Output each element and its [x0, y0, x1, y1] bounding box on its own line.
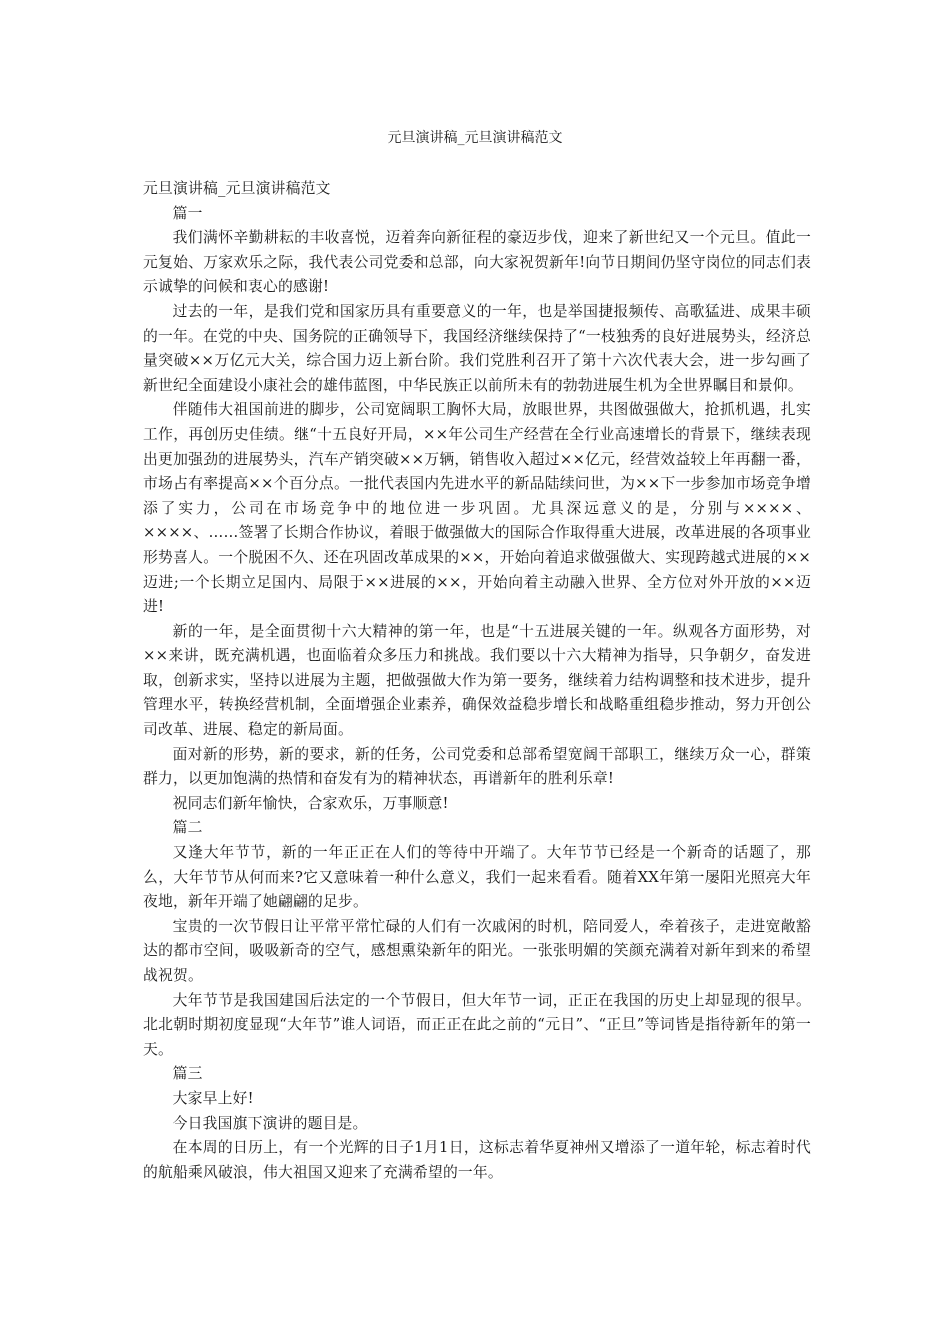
paragraph: 又逢大年节节，新的一年正正在人们的等待中开端了。大年节节已经是一个新奇的话题了，那么，大年节节从何而来?它又意味着一种什么意义，我们一起来看看。随着XX年第一屡阳光照亮大年夜地，新年开端了她翩翩的足步。	[143, 844, 811, 911]
section-heading-1: 篇一	[172, 204, 203, 222]
paragraph: 新的一年，是全面贯彻十六大精神的第一年，也是“十五进展关键的一年。纵观各方面形势，对××来讲，既充满机遇，也面临着众多压力和挑战。我们要以十六大精神为指导，只争朝夕，奋发进取，创新求实，坚持以进展为主题，把做强做大作为第一要务，继续着力结构调整和技术进步，提升管理水平，转换经营机制，全面增强企业素养，确保效益稳步增长和战略重组稳步推动，努力开创公司改革、进展、稳定的新局面。	[143, 622, 811, 739]
paragraph: 在本周的日历上，有一个光辉的日子1月1日，这标志着华夏神州又增添了一道年轮，标志着时代的航船乘风破浪，伟大祖国又迎来了充满希望的一年。	[143, 1139, 811, 1181]
section-heading-3: 篇三	[172, 1065, 203, 1083]
section-heading-2: 篇二	[172, 819, 203, 837]
paragraph: 大年节节是我国建国后法定的一个节假日，但大年节一词，正正在我国的历史上却显现的很早。北北朝时期初度显现“大年节”谁人词语，而正正在此之前的“元日”、“正旦”等词皆是指待新年的第一天。	[143, 991, 811, 1058]
paragraph: 今日我国旗下演讲的题目是。	[172, 1114, 368, 1132]
paragraph: 过去的一年，是我们党和国家历具有重要意义的一年，也是举国捷报频传、高歌猛进、成果丰硕的一年。在党的中央、国务院的正确领导下，我国经济继续保持了“一枝独秀的良好进展势头，经济总量突破××万亿元大关，综合国力迈上新台阶。我们党胜利召开了第十六次代表大会，进一步勾画了新世纪全面建设小康社会的雄伟蓝图，中华民族正以前所未有的勃勃进展生机为全世界瞩目和景仰。	[143, 302, 811, 394]
paragraph: 面对新的形势，新的要求，新的任务，公司党委和总部希望宽阔干部职工，继续万众一心，群策群力，以更加饱满的热情和奋发有为的精神状态，再谱新年的胜利乐章!	[143, 745, 811, 788]
paragraph: 宝贵的一次节假日让平常平常忙碌的人们有一次戚闲的时机，陪同爱人，牵着孩子，走进宽敞豁达的都市空间，吸吸新奇的空气，感想熏染新年的阳光。一张张明媚的笑颜充满着对新年到来的希望战祝贺。	[143, 917, 811, 984]
page-title: 元旦演讲稿_元旦演讲稿范文	[387, 130, 563, 146]
paragraph: 祝同志们新年愉快，合家欢乐，万事顺意!	[172, 794, 449, 812]
document-subtitle: 元旦演讲稿_元旦演讲稿范文	[143, 180, 331, 197]
paragraph: 伴随伟大祖国前进的脚步，公司宽阔职工胸怀大局，放眼世界，共图做强做大，抢抓机遇，扎实工作，再创历史佳绩。继“十五良好开局，××年公司生产经营在全行业高速增长的背景下，继续表现出更加强劲的进展势头，汽车产销突破××万辆，销售收入超过××亿元，经营效益较上年再翻一番，市场占有率提高××个百分点。一批代表国内先进水平的新品陆续问世，为××下一步参加市场竞争增添了实力，公司在市场竞争中的地位进一步巩固。尤具深远意义的是，分别与××××、××××、……签署了长期合作协议，着眼于做强做大的国际合作取得重大进展，改革进展的各项事业形势喜人。一个脱困不久、还在巩固改革成果的××，开始向着追求做强做大、实现跨越式进展的××迈进;一个长期立足国内、局限于××进展的××，开始向着主动融入世界、全方位对外开放的××迈进!	[143, 401, 811, 616]
paragraph: 大家早上好!	[172, 1089, 254, 1107]
paragraph: 我们满怀辛勤耕耘的丰收喜悦，迈着奔向新征程的豪迈步伐，迎来了新世纪又一个元旦。值此一元复始、万家欢乐之际，我代表公司党委和总部，向大家祝贺新年!向节日期间仍坚守岗位的同志们表示诚挚的问候和衷心的感谢!	[143, 229, 811, 296]
document-body	[143, 177, 811, 1185]
